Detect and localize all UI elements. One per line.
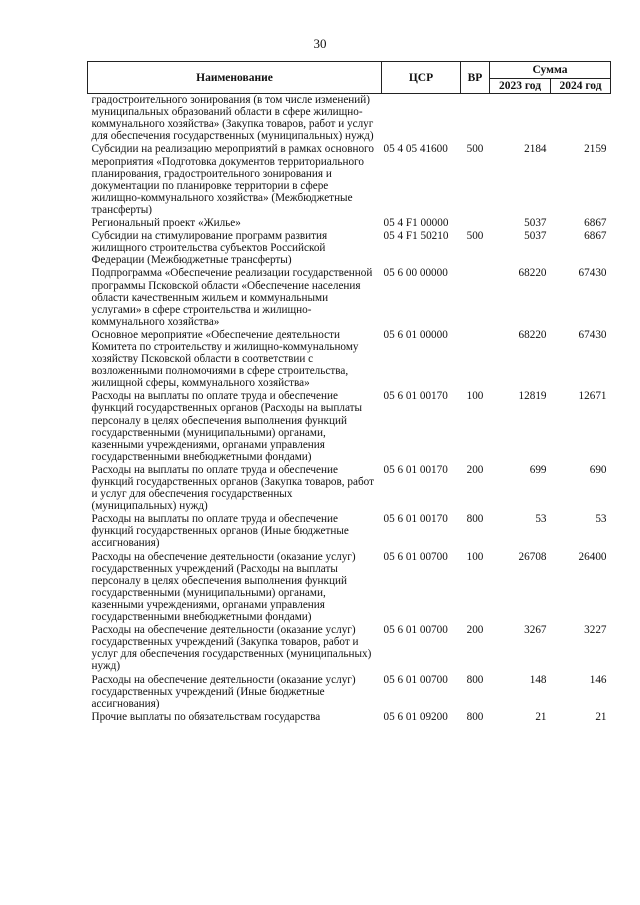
row-name-cell: Расходы на обеспечение деятельности (оказание услуг) государственных учреждений (Закупка товаров, работ и услуг для обеспечения государственных (муниципальных) нужд) xyxy=(91,624,372,673)
table-row xyxy=(88,267,611,328)
row-csr-cell: 05 6 01 00000 xyxy=(383,328,448,341)
row-csr-cell: 05 6 01 00700 xyxy=(383,673,448,686)
row-name-cell: Прочие выплаты по обязательствам государства xyxy=(91,710,321,723)
header-vr: ВР xyxy=(461,62,490,94)
row-2024-cell: 53 xyxy=(595,513,607,526)
row-vr-cell xyxy=(461,94,490,144)
row-name-cell: Расходы на выплаты по оплате труда и обеспечение функций государственных органов (Закупка товаров, работ и услуг для обеспечения государственных (муниципальных) нужд) xyxy=(91,463,374,513)
table-row xyxy=(88,624,611,673)
row-2023-cell: 68220 xyxy=(518,267,547,280)
table-row xyxy=(88,551,611,625)
row-vr-cell: 800 xyxy=(466,513,484,526)
row-csr-cell: 05 6 01 00170 xyxy=(383,390,448,403)
row-vr-cell: 800 xyxy=(466,673,484,686)
row-name-cell: Расходы на выплаты по оплате труда и обеспечение функций государственных органов (Расходы на выплаты персоналу в целях обеспечения выполнения функций государственными (муниципальными) органами, казенными учреждениями, органами управления государственными внебюджетными фондами) xyxy=(91,390,363,463)
row-2024-cell: 67430 xyxy=(578,328,607,341)
row-vr-cell: 200 xyxy=(466,463,484,476)
table-row xyxy=(88,143,611,217)
row-csr-cell: 05 6 01 00700 xyxy=(383,550,448,563)
row-csr-cell: 05 6 01 00700 xyxy=(383,624,448,637)
row-name-cell: Субсидии на стимулирование программ развития жилищного строительства субъектов Российской Федерации (Межбюджетные трансферты) xyxy=(91,230,328,267)
row-name-cell: Субсидии на реализацию мероприятий в рамках основного мероприятия «Подготовка документов территориального планирования, градостроительного зонирования и документации по планировке территории в сфере жилищно-коммунального хозяйства» (Межбюджетные трансферты) xyxy=(91,143,374,216)
row-2024-cell: 3227 xyxy=(584,624,607,637)
row-name-cell: Региональный проект «Жилье» xyxy=(91,217,241,230)
header-year-2023: 2023 год xyxy=(490,79,551,94)
row-vr-cell xyxy=(461,267,490,328)
row-2023-cell: 148 xyxy=(529,673,547,686)
row-name-cell: Расходы на выплаты по оплате труда и обеспечение функций государственных органов (Иные бюджетные ассигнования) xyxy=(91,513,349,550)
row-vr-cell: 800 xyxy=(466,710,484,723)
table-header xyxy=(88,62,611,94)
table-row xyxy=(88,464,611,513)
row-2024-cell: 690 xyxy=(589,463,607,476)
budget-table xyxy=(87,61,611,724)
header-sum: Сумма xyxy=(490,62,611,79)
table-row xyxy=(88,94,611,144)
table-row xyxy=(88,711,611,724)
table-row xyxy=(88,390,611,464)
row-csr-cell: 05 4 05 41600 xyxy=(383,143,448,156)
row-2023-cell: 53 xyxy=(535,513,547,526)
row-name-cell: Основное мероприятие «Обеспечение деятельности Комитета по строительству и жилищно-коммунальному хозяйству Псковской области в соответствии с возложенными полномочиями в сфере строительства, жилищной сферы, коммунального хозяйства» xyxy=(91,328,359,390)
row-2024-cell: 6867 xyxy=(584,217,607,230)
row-2023-cell: 21 xyxy=(535,710,547,723)
row-2024-cell: 21 xyxy=(595,710,607,723)
table-body xyxy=(88,94,611,724)
row-2023-cell: 2184 xyxy=(524,143,547,156)
table-row xyxy=(88,674,611,711)
page-number: 30 xyxy=(313,36,327,51)
row-2024-cell: 12671 xyxy=(578,390,607,403)
row-2023-cell: 3267 xyxy=(524,624,547,637)
row-2024-cell: 26400 xyxy=(578,550,607,563)
row-vr-cell: 500 xyxy=(466,230,484,243)
row-name-cell: Расходы на обеспечение деятельности (оказание услуг) государственных учреждений (Расходы на выплаты персоналу в целях обеспечения выполнения функций государственными (муниципальными) органами, казенными учреждениями, органами управления государственными внебюджетными фондами) xyxy=(91,550,356,624)
row-name-cell: Расходы на обеспечение деятельности (оказание услуг) государственных учреждений (Иные бюджетные ассигнования) xyxy=(91,673,356,710)
row-csr-cell xyxy=(382,94,461,144)
header-year-2024: 2024 год xyxy=(551,79,611,94)
row-2024-cell xyxy=(551,94,611,144)
row-name-cell: градостроительного зонирования (в том числе изменений) муниципальных образований области в сфере жилищно-коммунального хозяйства» (Закупка товаров, работ и услуг для обеспечения государственных (муниципальных) нужд) xyxy=(91,94,374,143)
row-vr-cell xyxy=(461,329,490,390)
table-row xyxy=(88,329,611,390)
row-vr-cell xyxy=(461,217,490,230)
table-row xyxy=(88,513,611,550)
row-csr-cell: 05 4 F1 50210 xyxy=(383,230,449,243)
row-vr-cell: 200 xyxy=(466,624,484,637)
row-2023-cell: 68220 xyxy=(518,328,547,341)
row-csr-cell: 05 6 01 00170 xyxy=(383,513,448,526)
header-csr: ЦСР xyxy=(382,62,461,94)
header-name: Наименование xyxy=(88,62,382,94)
table-row xyxy=(88,217,611,230)
row-2024-cell: 146 xyxy=(589,673,607,686)
row-2024-cell: 2159 xyxy=(584,143,607,156)
table-row xyxy=(88,230,611,267)
row-2023-cell: 699 xyxy=(529,463,547,476)
row-csr-cell: 05 6 00 00000 xyxy=(383,267,448,280)
row-csr-cell: 05 4 F1 00000 xyxy=(383,217,449,230)
row-2023-cell: 26708 xyxy=(518,550,547,563)
row-csr-cell: 05 6 01 09200 xyxy=(383,710,448,723)
row-2024-cell: 6867 xyxy=(584,230,607,243)
row-vr-cell: 100 xyxy=(466,390,484,403)
row-2024-cell: 67430 xyxy=(578,267,607,280)
row-2023-cell: 5037 xyxy=(524,230,547,243)
row-2023-cell: 5037 xyxy=(524,217,547,230)
row-2023-cell xyxy=(490,94,551,144)
row-2023-cell: 12819 xyxy=(518,390,547,403)
row-name-cell: Подпрограмма «Обеспечение реализации государственной программы Псковской области «Обеспечение населения области качественным жильем и коммунальными услугами» в сфере строительства и жилищно-коммунального хозяйства» xyxy=(91,267,373,328)
row-csr-cell: 05 6 01 00170 xyxy=(383,463,448,476)
row-vr-cell: 100 xyxy=(466,550,484,563)
row-vr-cell: 500 xyxy=(466,143,484,156)
